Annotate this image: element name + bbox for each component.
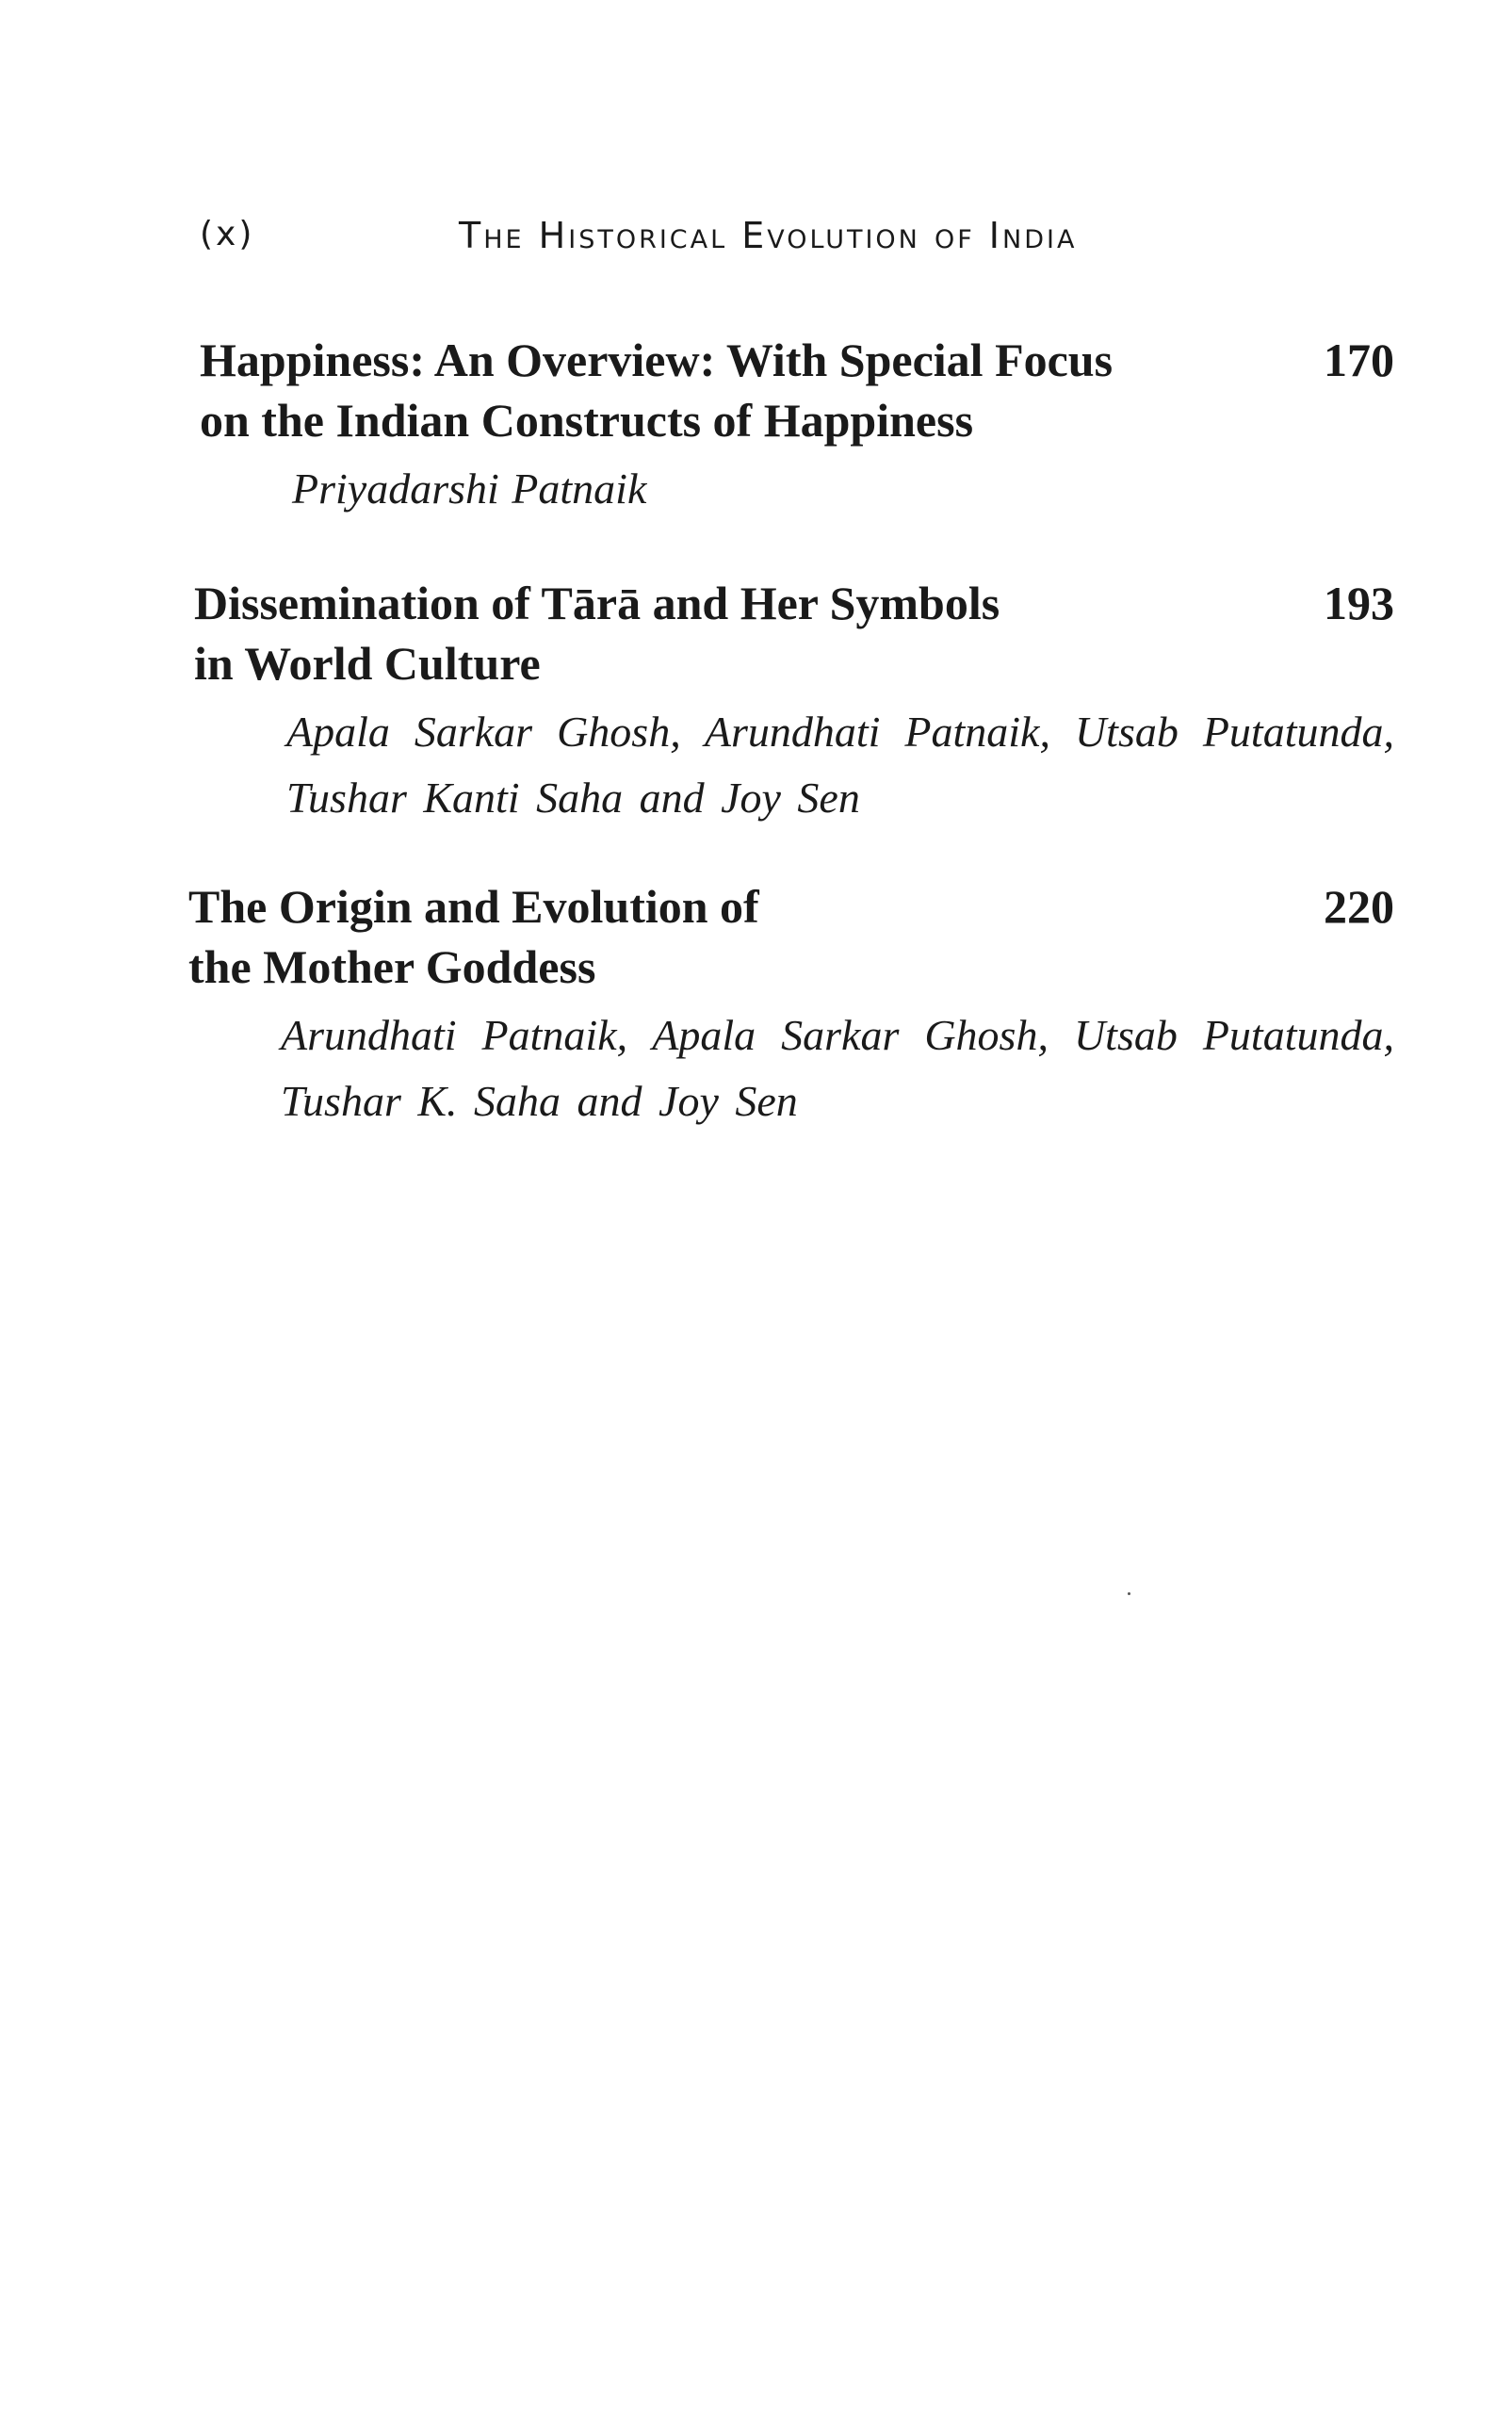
toc-entry (200, 330, 1394, 522)
entry-authors: Priyadarshi Patnaik (292, 464, 647, 513)
entry-title: The Origin and Evolution of the Mother Goddess (188, 880, 759, 993)
entry-title: Dissemination of Tārā and Her Symbols in World Culture (194, 577, 1000, 690)
toc-entry (194, 573, 1394, 831)
entry-authors: Apala Sarkar Ghosh, Arundhati Patnaik, Utsab Putatunda, Tushar Kanti Saha and Joy Sen (286, 708, 1394, 822)
running-head (200, 215, 1236, 271)
entry-page-number: 193 (1324, 577, 1394, 629)
toc-entry (188, 876, 1394, 1134)
page-number: (x) (200, 215, 255, 253)
book-title: The Historical Evolution of India (459, 215, 1078, 256)
scan-speck (1128, 1592, 1130, 1595)
entry-page-number: 170 (1324, 334, 1394, 386)
entry-title: Happiness: An Overview: With Special Focus on the Indian Constructs of Happiness (200, 334, 1114, 447)
entry-page-number: 220 (1324, 880, 1394, 933)
entry-authors: Arundhati Patnaik, Apala Sarkar Ghosh, Utsab Putatunda, Tushar K. Saha and Joy Sen (281, 1011, 1394, 1125)
